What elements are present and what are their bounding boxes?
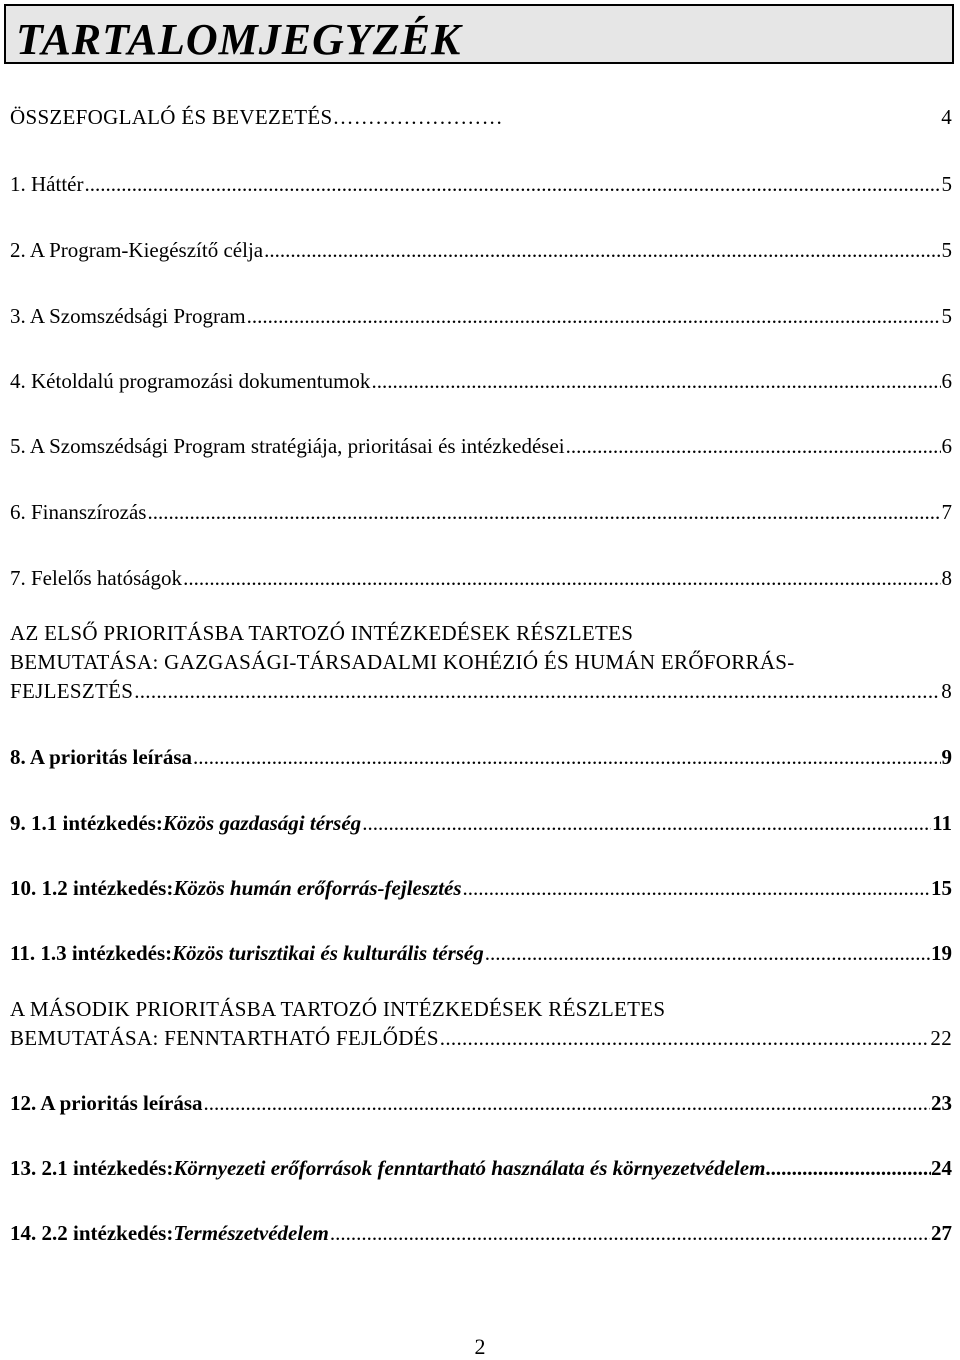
toc-entry-label: 7. Felelős hatóságok [10,566,183,590]
page-number: 2 [474,1334,486,1359]
toc-entry-label-italic: Természetvédelem [173,1221,329,1245]
toc-entry-page: 27 [931,1221,952,1245]
toc-entry-label: 6. Finanszírozás [10,500,147,524]
toc-entry-label: 12. A prioritás leírása [10,1091,203,1115]
toc-entry-page: 8 [941,566,952,590]
toc-entry-page: 19 [931,941,952,965]
toc-priority1-line2[interactable]: BEMUTATÁSA: GAZGASÁGI-TÁRSADALMI KOHÉZIÓ ÉS HUMÁN ERŐFORRÁS- [10,650,795,674]
toc-entry-page: 8 [941,679,952,703]
toc-entry-page: 4 [941,105,952,129]
toc-priority2-line1[interactable]: A MÁSODIK PRIORITÁSBA TARTOZÓ INTÉZKEDÉSEK RÉSZLETES [10,997,666,1021]
toc-entry-label: 2. A Program-Kiegészítő célja [10,238,264,262]
toc-entry-leader [485,939,930,967]
toc-entry-page: 9 [941,745,952,769]
toc-entry-page: 7 [941,500,952,524]
toc-entry-leader [193,743,941,771]
toc-entry-label: ÖSSZEFOGLALÓ ÉS BEVEZETÉS [10,105,333,129]
toc-entry-7[interactable] [10,564,952,592]
toc-entry-label-italic: Közös humán erőforrás-fejlesztés [173,876,462,900]
toc-entry-leader [134,677,940,705]
toc-entry-label-italic: Közös gazdasági térség [162,811,362,835]
toc-entry-11[interactable] [10,939,952,967]
toc-entry-12[interactable] [10,1089,952,1117]
toc-entry-leader [330,1219,930,1247]
toc-entry-page: 15 [931,876,952,900]
toc-entry-10[interactable] [10,874,952,902]
toc-entry-label: 3. A Szomszédsági Program [10,304,246,328]
toc-entry-leader [147,498,940,526]
toc-entry-label: FEJLESZTÉS [10,679,134,703]
toc-entry-leader [204,1089,931,1117]
toc-entry-page: 5 [941,238,952,262]
toc-entry-label-prefix: 11. 1.3 intézkedés: [10,941,173,965]
toc-entry-leader [183,564,940,592]
toc-entry-leader [566,432,941,460]
toc-title: TARTALOMJEGYZÉK [16,15,462,64]
toc-entry-4[interactable] [10,367,952,395]
toc-entry-leader [440,1024,930,1052]
toc-entry-label: 1. Háttér [10,172,84,196]
toc-title-box [4,4,954,64]
toc-entry-dots: …………………… [332,105,503,129]
toc-entry-label-prefix: 9. 1.1 intézkedés: [10,811,163,835]
toc-entry-leader [84,170,940,198]
toc-entry-8[interactable] [10,743,952,771]
toc-entry-label-italic: Közös turisztikai és kulturális térség [172,941,484,965]
toc-entry-label-prefix: 10. 1.2 intézkedés: [10,876,174,900]
toc-entry-leader [463,874,930,902]
toc-entry-14[interactable] [10,1219,952,1247]
toc-entry-leader [371,367,940,395]
toc-entry-label-prefix: 14. 2.2 intézkedés: [10,1221,174,1245]
toc-entry-page: 6 [941,434,952,458]
toc-entry-6[interactable] [10,498,952,526]
toc-entry-label: 5. A Szomszédsági Program stratégiája, prioritásai és intézkedései [10,434,565,458]
toc-priority1-line1[interactable]: AZ ELSŐ PRIORITÁSBA TARTOZÓ INTÉZKEDÉSEK RÉSZLETES [10,621,634,645]
toc-entry-page: 22 [930,1026,952,1050]
toc-entry-13[interactable] [10,1154,952,1182]
toc-entry-page: 6 [941,369,952,393]
toc-entry-leader [765,1154,931,1182]
toc-entry-label: BEMUTATÁSA: FENNTARTHATÓ FEJLŐDÉS [10,1026,439,1050]
toc-entry-label: 4. Kétoldalú programozási dokumentumok [10,369,371,393]
toc-priority2-line2[interactable] [10,1024,952,1052]
toc-entry-page: 23 [931,1091,952,1115]
toc-entry-3[interactable] [10,302,952,330]
toc-entry-label: 8. A prioritás leírása [10,745,192,769]
toc-entry-leader [264,236,940,264]
toc-entry-9[interactable] [10,809,952,837]
toc-entry-label-italic: Környezeti erőforrások fenntartható használata és környezetvédelem [173,1156,766,1180]
toc-entry-5[interactable] [10,432,952,460]
toc-entry-summary[interactable] [10,103,952,131]
toc-entry-2[interactable] [10,236,952,264]
toc-entry-leader [247,302,941,330]
toc-priority1-line3[interactable] [10,677,952,705]
toc-entry-page: 5 [941,172,952,196]
toc-entry-page: 11 [932,811,952,835]
toc-entry-page: 24 [931,1156,952,1180]
toc-entry-1[interactable] [10,170,952,198]
toc-entry-label-prefix: 13. 2.1 intézkedés: [10,1156,174,1180]
toc-entry-page: 5 [941,304,952,328]
toc-entry-leader [362,809,931,837]
